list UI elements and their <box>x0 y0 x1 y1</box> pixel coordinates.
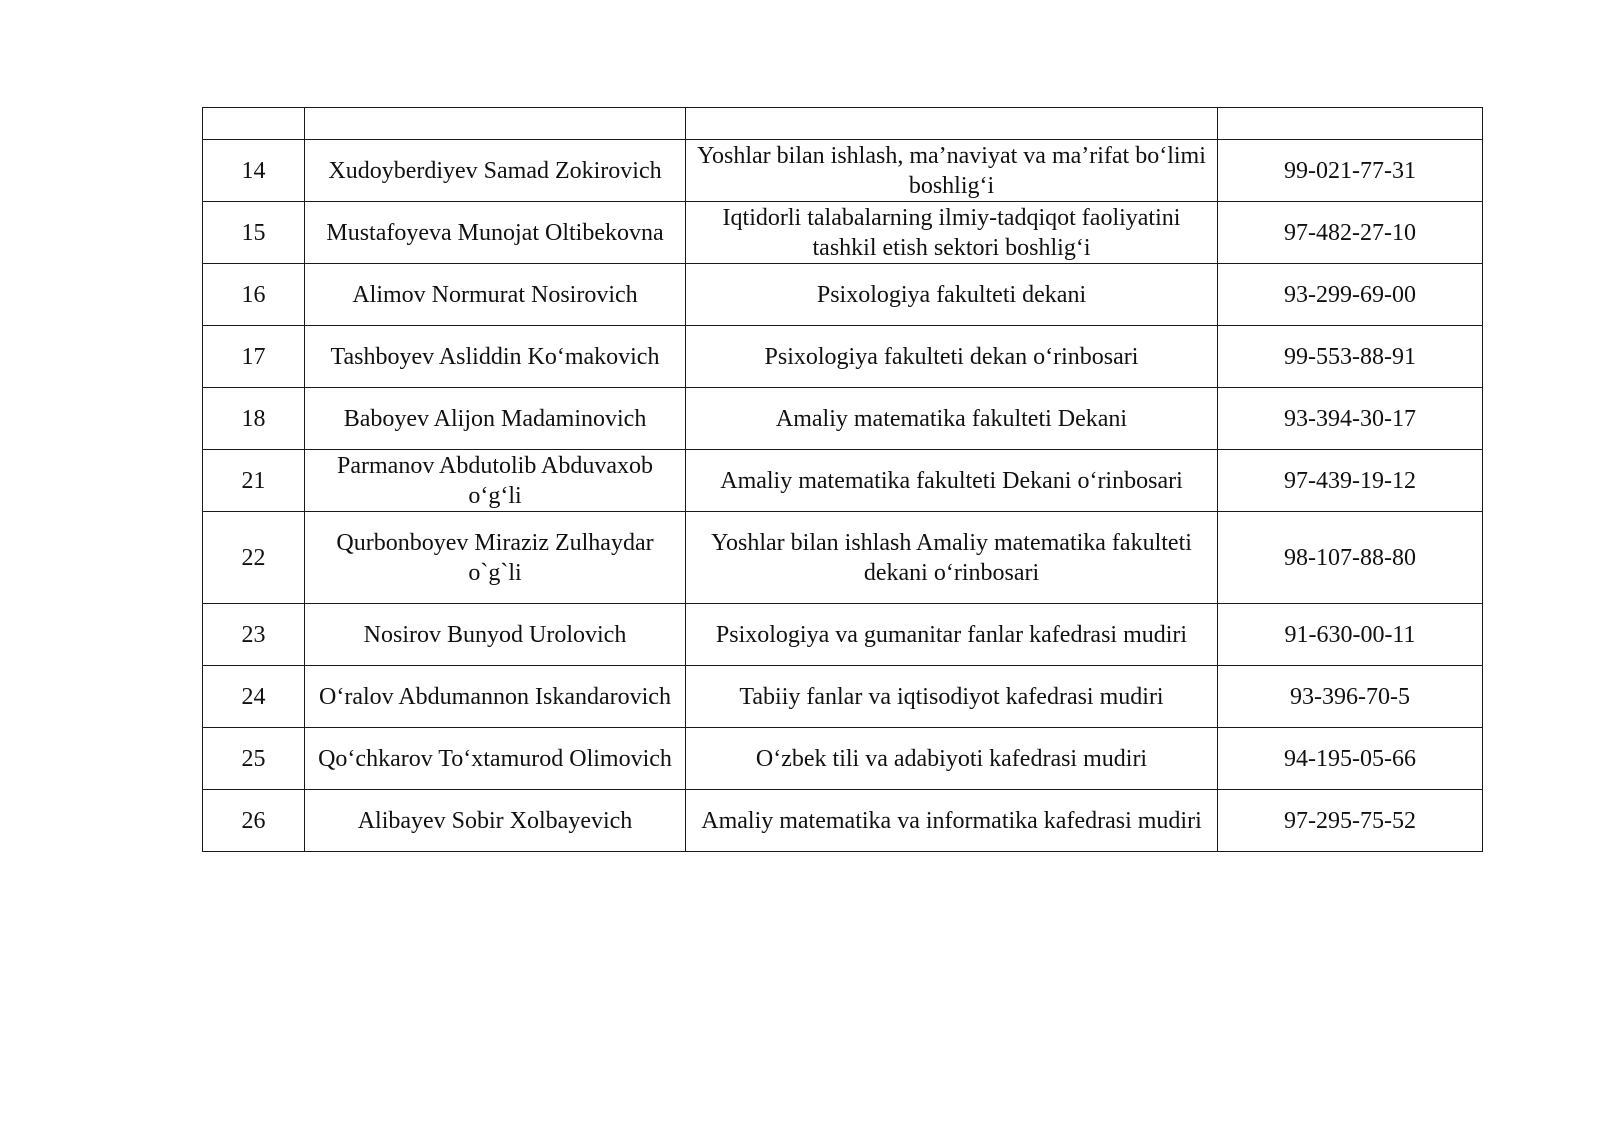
table-row <box>203 326 1483 388</box>
person-name: Qo‘chkarov To‘xtamurod Olimovich <box>305 728 686 790</box>
person-phone: 97-439-19-12 <box>1218 450 1483 512</box>
person-position: Psixologiya fakulteti dekani <box>686 264 1218 326</box>
person-position: Psixologiya va gumanitar fanlar kafedrasi mudiri <box>686 604 1218 666</box>
table-row <box>203 604 1483 666</box>
person-name: Nosirov Bunyod Urolovich <box>305 604 686 666</box>
table-row <box>203 140 1483 202</box>
row-number: 17 <box>203 326 305 388</box>
row-number: 18 <box>203 388 305 450</box>
person-phone: 94-195-05-66 <box>1218 728 1483 790</box>
person-position: Psixologiya fakulteti dekan o‘rinbosari <box>686 326 1218 388</box>
person-position: Iqtidorli talabalarning ilmiy-tadqiqot faoliyatini tashkil etish sektori boshlig‘i <box>686 202 1218 264</box>
row-number: 22 <box>203 512 305 604</box>
table-row <box>203 512 1483 604</box>
table-row <box>203 202 1483 264</box>
row-number: 16 <box>203 264 305 326</box>
table-row <box>203 264 1483 326</box>
row-number: 23 <box>203 604 305 666</box>
person-phone: 91-630-00-11 <box>1218 604 1483 666</box>
header-cell-number <box>203 108 305 140</box>
person-position: Tabiiy fanlar va iqtisodiyot kafedrasi mudiri <box>686 666 1218 728</box>
person-position: Amaliy matematika fakulteti Dekani <box>686 388 1218 450</box>
table-row <box>203 450 1483 512</box>
person-position: Yoshlar bilan ishlash Amaliy matematika fakulteti dekani o‘rinbosari <box>686 512 1218 604</box>
person-phone: 98-107-88-80 <box>1218 512 1483 604</box>
row-number: 26 <box>203 790 305 852</box>
row-number: 21 <box>203 450 305 512</box>
table-row <box>203 388 1483 450</box>
person-name: Baboyev Alijon Madaminovich <box>305 388 686 450</box>
table-row <box>203 666 1483 728</box>
person-name: Alimov Normurat Nosirovich <box>305 264 686 326</box>
person-name: O‘ralov Abdumannon Iskandarovich <box>305 666 686 728</box>
person-phone: 93-299-69-00 <box>1218 264 1483 326</box>
row-number: 25 <box>203 728 305 790</box>
person-phone: 93-396-70-5 <box>1218 666 1483 728</box>
person-name: Mustafoyeva Munojat Oltibekovna <box>305 202 686 264</box>
header-cell-name <box>305 108 686 140</box>
person-name: Alibayev Sobir Xolbayevich <box>305 790 686 852</box>
person-name: Qurbonboyev Miraziz Zulhaydar o`g`li <box>305 512 686 604</box>
row-number: 15 <box>203 202 305 264</box>
person-name: Xudoyberdiyev Samad Zokirovich <box>305 140 686 202</box>
person-position: O‘zbek tili va adabiyoti kafedrasi mudiri <box>686 728 1218 790</box>
table-row <box>203 790 1483 852</box>
row-number: 14 <box>203 140 305 202</box>
person-phone: 97-482-27-10 <box>1218 202 1483 264</box>
person-phone: 93-394-30-17 <box>1218 388 1483 450</box>
person-phone: 99-553-88-91 <box>1218 326 1483 388</box>
person-name: Parmanov Abdutolib Abduvaxob o‘g‘li <box>305 450 686 512</box>
staff-contact-table <box>202 107 1483 852</box>
person-phone: 97-295-75-52 <box>1218 790 1483 852</box>
person-position: Amaliy matematika fakulteti Dekani o‘rinbosari <box>686 450 1218 512</box>
row-number: 24 <box>203 666 305 728</box>
person-position: Amaliy matematika va informatika kafedrasi mudiri <box>686 790 1218 852</box>
table-row <box>203 728 1483 790</box>
person-name: Tashboyev Asliddin Ko‘makovich <box>305 326 686 388</box>
person-phone: 99-021-77-31 <box>1218 140 1483 202</box>
header-cell-phone <box>1218 108 1483 140</box>
person-position: Yoshlar bilan ishlash, ma’naviyat va ma’rifat bo‘limi boshlig‘i <box>686 140 1218 202</box>
header-cell-position <box>686 108 1218 140</box>
table-header-row <box>203 108 1483 140</box>
